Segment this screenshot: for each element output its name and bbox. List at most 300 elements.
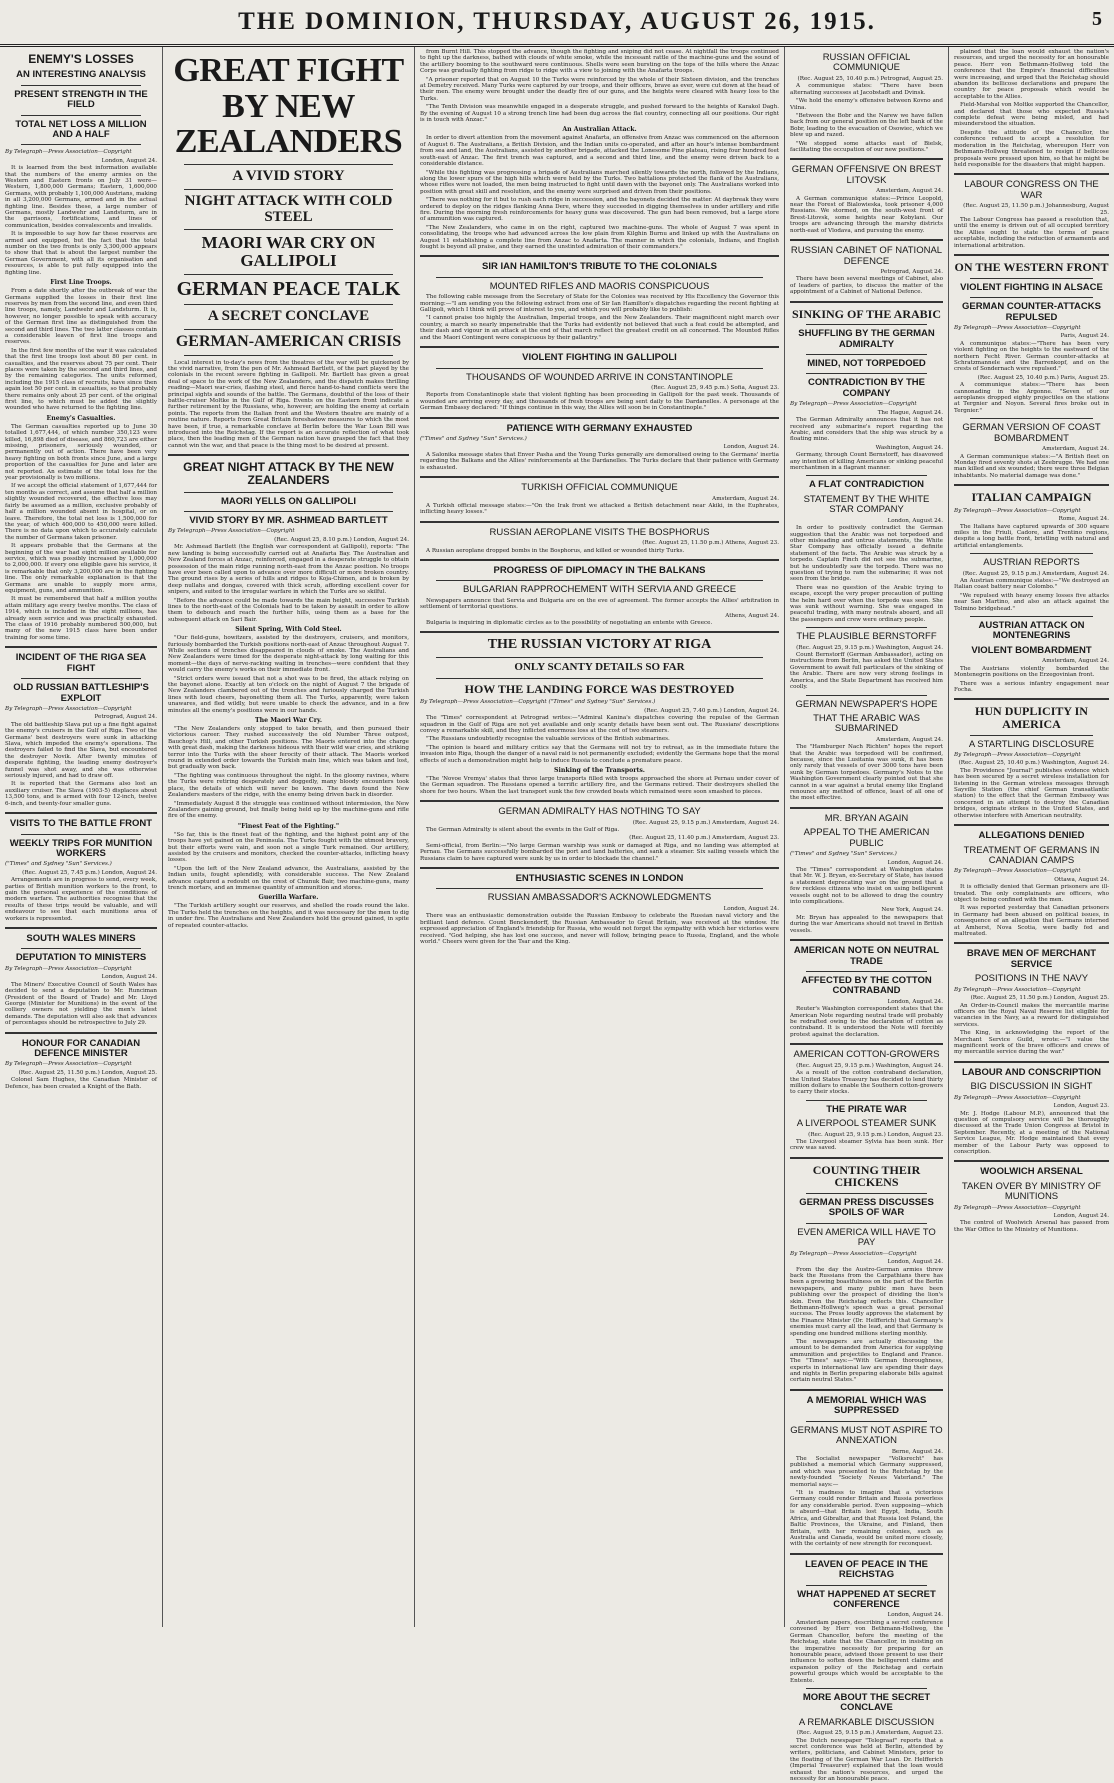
- rule: [790, 239, 943, 241]
- paragraph: Field-Marshal von Moltke supported the Chancellor, and declared that those who expected Russia's complete defeat were being misled, and had misunderstood the situation.: [954, 102, 1109, 128]
- byline: By Telegraph—Press Association—Copyright: [5, 705, 132, 712]
- paragraph: Mr. J. Hodge (Labour M.P.), announced that the question of compulsory service will be thoroughly discussed at the Trade Union Congress at Bristol in September. Recently, at a meeting of the National Service League, Mr. Hodge maintained that every member of the Labour Party was opposed to conscription.: [954, 1110, 1109, 1155]
- subheadline: AFFECTED BY THE COTTON CONTRABAND: [801, 974, 932, 997]
- byline: ("Times" and Sydney "Sun" Services.): [420, 436, 527, 443]
- subheadline: BIG DISCUSSION IN SIGHT: [970, 1081, 1093, 1093]
- paragraph: "The opinion is heard and military critics say that the Germans will not try to retreat, as in the immediate future the invasion into Riga, though the danger of a naval raid is not permanently excluded; evidently the Germans hope that the moral effects of such a demonstration might help to induce Russia to conclude a premature peace.: [420, 744, 779, 764]
- byline: By Telegraph—Press Association—Copyright: [954, 1094, 1081, 1101]
- dateline: Amsterdam, August 24.: [876, 188, 943, 195]
- dateline: London, August 24.: [1053, 1213, 1109, 1220]
- subheadline: MAORI YELLS ON GALLIPOLI: [221, 495, 356, 507]
- paragraph: It is officially denied that German prisoners are ill-treated. The only complainants are officers, who object to being confined with the men.: [954, 884, 1109, 903]
- newspaper-title: THE DOMINION, THURSDAY, AUGUST 26, 1915.: [238, 8, 876, 35]
- subheadline: A REMARKABLE DISCUSSION: [798, 1716, 935, 1728]
- subheadline: APPEAL TO THE AMERICAN PUBLIC: [803, 827, 930, 849]
- headline: THE PLAUSIBLE BERNSTORFF: [796, 631, 937, 643]
- subheadline: VIVID STORY BY MR. ASHMEAD BARTLETT: [189, 515, 388, 527]
- paragraph: The German casualties reported up to June 30 totalled 1,677,444, of which number 350,123 were killed, 16,898 died of disease, and 860,723 are either missing, prisoners, seriously wounded, or permanently out of action. There have been very heavy fighting on both fronts since June, and a large proportion of the casualties for June and later are not reported. An estimate of the total loss for the year provisionally is two millions.: [5, 423, 157, 482]
- rule: [184, 274, 393, 275]
- paragraph: There have been several meetings of Cabinet, also of leaders of parties, to discuss the matter of the appointment of a Cabinet of National Defence.: [790, 276, 943, 296]
- headline: HONOUR FOR CANADIAN DEFENCE MINISTER: [21, 1037, 141, 1059]
- paragraph: Mr. Bryan has appealed to the newspapers that during the war Americans should not travel in British vessels.: [790, 914, 943, 934]
- rule: [806, 324, 927, 325]
- paragraph: Reuter's Washington correspondent states that the American Note regarding neutral trade will probably be redrafted owing to the declaration of cotton as contraband. It is understood the Note will forcibly protest against the declaration.: [790, 1006, 943, 1038]
- rule: [436, 678, 763, 679]
- subheadline: VIOLENT FIGHTING IN ALSACE: [960, 281, 1103, 293]
- dateline: Amsterdam, August 24.: [876, 736, 943, 743]
- byline: By Telegraph—Press Association—Copyright: [168, 528, 295, 535]
- rule: [970, 297, 1093, 298]
- rule: [806, 971, 927, 972]
- subheadline: TREATMENT OF GERMANS IN CANADIAN CAMPS: [963, 844, 1100, 866]
- paragraph: It appears probable that the Germans at the beginning of the war had eight million available for service, which was possibly increased by 1,000,000 to 2,000,000. If every one eligible gave his service, it is remarkable that only 3,200,000 are in the fighting line. The only remarkable explanation is that the Germans are unable to supply more arms, equipment, guns, and ammunition.: [5, 543, 157, 594]
- paragraph: Semi-official, from Berlin:—"No large German warship was sunk or damaged at Riga, and no landing was attempted at Pernau. The Germans successfully bombarded the port and land batteries, and sank a steamer. Six sailing vessels which the Russians claim to have captured were sunk by us in order to blockade the channel.": [420, 842, 779, 862]
- rule: [790, 939, 943, 941]
- dateline: (Rec. August 25, 9.15 p.m.) London, August 23.: [808, 1131, 943, 1138]
- headline: LEAVEN OF PEACE IN THE REICHSTAG: [805, 1558, 928, 1581]
- subheadline: HOW THE LANDING FORCE WAS DESTROYED: [464, 681, 735, 696]
- section-subhead: An Australian Attack.: [562, 126, 637, 134]
- rule: [436, 368, 763, 369]
- paragraph: "I cannot praise too highly the Australian, Imperial troops, and the New Zealanders. Their magnificent night march over country, a march so nearly impenetrable that the Turks had evidently not believed that such a feat could be attempted, and their dash and vigour in an attack at the end of that march reflect the greatest credit on all concerned. The Mounted Rifles and the Maori Contingent were conspicuous by their gallantry.": [420, 315, 779, 341]
- rule: [21, 678, 141, 679]
- rule: [954, 698, 1109, 700]
- subheadline: GERMAN PEACE TALK: [176, 278, 401, 300]
- headline: LABOUR AND CONSCRIPTION: [962, 1066, 1101, 1078]
- rule: [184, 229, 393, 230]
- byline: ("Times" and Sydney "Sun" Services.): [5, 861, 112, 868]
- rule: [954, 484, 1109, 486]
- rule: [420, 346, 779, 348]
- section-subhead: Sinking of the Transports.: [554, 766, 645, 774]
- dateline: Ottawa, August 24.: [1054, 876, 1109, 883]
- paragraph: The Socialist newspaper "Volksrecht" has published a memorial which Germany suppressed, and which was presented to the Reichstag by the newly-founded "Society Neues Vaterland." The memorial says:—: [790, 1456, 943, 1488]
- rule: [436, 277, 763, 278]
- headline: A MEMORIAL WHICH WAS SUPPRESSED: [806, 1394, 927, 1417]
- rule: [970, 616, 1093, 617]
- dateline: (Rec. August 25, 10.40 p.m.) Petrograd, August 25.: [797, 75, 943, 82]
- rule: [184, 355, 393, 356]
- paragraph: "A prisoner reported that on August 10 the Turks were reinforced by the whole of their Sixteen division, and the trenches at Demetry received. Many Turks were captured by our troops, and their officers, brave as ever, were cut down at the head of their men. The enemy were brought under the deadly fire of our guns, and the heights were cleared with heavy loss to the Turks.: [420, 76, 779, 102]
- paragraph: "The Tenth Division was meanwhile engaged in a desperate struggle, and pushed forward to the heights of Karakol Dagh. By the evening of August 10 a strong trench line had been dug across the flat country, connecting all our positions. Our right is in touch with Anzac.": [420, 104, 779, 124]
- paragraph: If we accept the official statement of 1,677,444 for ten months as correct, and assume that half a million slightly wounded recovered, the effective loss may fairly be assumed as a million, exclusive probably of half a million wounded absent in hospital, or on leave. Therefore, the total net loss is 1,500,000 for the year, of which 400,000 to 450,000 were killed. There is no data upon which to accurately calculate the number of Germans taken prisoner.: [5, 483, 157, 541]
- paragraph: "While this fighting was progressing a brigade of Australians marched silently towards the north, followed by the Indians, along the lower spurs of the high hills which were held by the Turks. Two battalions protected the flank of the Australians, whose rifles were not loaded, the men being instructed to fight until dawn with the bayonet only. The Australians worked into position with great skill and resolution, and the enemy were surprised and driven from their positions.: [420, 169, 779, 195]
- rule: [21, 85, 141, 86]
- paragraph: "The Turkish artillery sought our reserves, and shelled the roads round the lake. The Turks held the trenches on the heights, and it was necessary for the men to dig in under fire. The Australians and New Zealanders hold the ground gained, in spite of repeated counter-attacks.: [168, 903, 409, 929]
- headline: SOUTH WALES MINERS: [26, 933, 136, 945]
- rule: [806, 627, 927, 628]
- headline: VIOLENT FIGHTING IN GALLIPOLI: [522, 352, 677, 364]
- dateline: London, August 24.: [887, 517, 943, 524]
- rule: [21, 834, 141, 835]
- rule: [954, 173, 1109, 175]
- columns: [0, 47, 1114, 1783]
- rule: [806, 1585, 927, 1586]
- headline: ENEMY'S LOSSES: [28, 52, 134, 66]
- column-4: [785, 47, 949, 1783]
- dateline: (Rec. August 25, 10.40 p.m.) Washington, August 24.: [958, 760, 1109, 767]
- rule: [790, 1157, 943, 1159]
- subheadline: A STARTLING DISCLOSURE: [968, 738, 1095, 750]
- subheadline: GERMAN COUNTER-ATTACKS REPULSED: [962, 301, 1101, 323]
- paragraph: Reports from Constantinople state that violent fighting has been proceeding in Gallipoli for the past week. Thousands of wounded are arriving every day, and thousands of fresh troops are being sent daily to the Dardanelles. A personage at the German Embassy declared: "If things continue in this way, the Allies will soon be in Constantinople.": [420, 392, 779, 412]
- rule: [790, 1389, 943, 1391]
- rule: [21, 948, 141, 949]
- intro-paragraph: Local interest in to-day's news from the theatres of the war will be quickened by the vivid narrative, from the pen of Mr. Ashmead Bartlett, of the part played by the colonials in the recent severe fighting in Gallipoli. Mr. Bartlett has given a great deal of space to the work of the New Zealanders, and the dispatch makes thrilling reading—Maori war-cries, flashing steel, and fierce hand-to-hand conflicts were the principal sights and sounds of the battle. The Germans, doubtful of the loss of their battle-cruiser Moltke in the Gulf of Riga. Events on the Eastern front indicate a further retirement by the Russians, who, however, are holding the enemy at certain points. The reports from the Italian front and the Western theatre are mainly of a routine nature. Reports from Great Britain foreshadow measures to which the most have been, if true, a remarkable conclave at Berlin before the War Loan Bill was introduced into the Reichstag. If the report is an accurate reflection of what took place, then the leading men of the German nation have grasped the fact that they cannot win the war, and that peace is the thing most to be desired at present.: [168, 359, 409, 449]
- headline: INCIDENT OF THE RIGA SEA FIGHT: [15, 652, 147, 674]
- rule: [436, 888, 763, 889]
- paragraph: Germany, through Count Bernstorff, has disavowed any intention of killing Americans or sinking peaceful merchantmen in a flagrant manner.: [790, 452, 943, 471]
- paragraph: The newspapers are actually discussing the amount to be demanded from America for supplying ammunition and projectiles to England and France. The "Times" says:—"With German thoroughness, experts in international law are spending their days and nights in Berlin preparing elaborate bills against certain neutral States.": [790, 1339, 943, 1384]
- subheadline: SHUFFLING BY THE GERMAN ADMIRALTY: [798, 328, 935, 350]
- paragraph: from Burnt Hill. This stopped the advance, though the fighting and sniping did not cease. At nightfall the troops continued to fight up the darkness, bathed with clouds of white smoke, while the incessant rattle of the machine-guns and the sound of the artillery booming to the southward were continuous. Shells were seen bursting on the tops of the hills where the Anzac Corps was gradually fighting from ridge to ridge with a view to joining with the Anafarta troops.: [420, 49, 779, 75]
- paragraph: The Italians have captured upwards of 300 square miles in the Friuli, Cadore, and Trentino regions, despite a long battle front, bristling with natural and artificial entanglements.: [954, 523, 1109, 549]
- headline: AUSTRIAN ATTACK ON MONTENEGRINS: [978, 620, 1085, 642]
- dateline: Petrograd, August 24.: [94, 714, 157, 721]
- paragraph: As a result of the cotton contraband declaration, the United States Treasury has decided to lend thirty million dollars to enable the Southern cotton-growers to carry their stocks.: [790, 1070, 943, 1096]
- headline: ALLEGATIONS DENIED: [978, 830, 1085, 842]
- section-subhead: Guerilla Warfare.: [258, 894, 319, 902]
- byline: By Telegraph—Press Association—Copyright: [954, 752, 1081, 758]
- paragraph: The Dutch newspaper "Telegraaf" reports that a secret conference was held at Berlin, attended by writers, politicians, and Cabinet Ministers, prior to the floating of the German War Loan. Dr. Helfferich (Imperial Treasurer) explained that the loan would exhaust the nation's resources, and urged the necessity for an honourable peace.: [790, 1737, 943, 1783]
- headline: GERMAN OFFENSIVE ON BREST LITOVSK: [791, 164, 942, 186]
- subheadline: POSITIONS IN THE NAVY: [974, 973, 1089, 985]
- headline: RUSSIAN AEROPLANE VISITS THE BOSPHORUS: [489, 526, 710, 538]
- paragraph: "It is madness to imagine that a victorious Germany could render Britain and Russia powerless for any considerable period. Even supposing—which is absurd—that Britain lost Egypt, India, South Africa, and Gibraltar, and that Russia lost Poland, the Baltic Provinces, the Ukraine, and Finland, then Britain, with her remaining colonies, such as Australia and Canada, would be united more closely, with the certainty of new strength for reconquest.: [790, 1490, 943, 1548]
- byline: By Telegraph—Press Association—Copyright: [954, 986, 1081, 993]
- column-1: [0, 47, 163, 1627]
- paragraph: The King, in acknowledging the report of the Merchant Service Guild, wrote:—"I value the magnificent work of the brave officers and crews of my mercantile service during the war.": [954, 1030, 1109, 1056]
- byline: By Telegraph—Press Association—Copyright: [954, 507, 1081, 514]
- paragraph: From a date shortly after the outbreak of war the Germans supplied the losses in their first line reserves by men from the second line, and even third line troops, namely, Landwehr and Landsturm. It is, however, no longer possible to speak with accuracy of the German first line as distinguished from the second and third lines. The two latter classes contain a considerable leaven of first line troops and reserves.: [5, 288, 157, 346]
- headline: BRAVE MEN OF MERCHANT SERVICE: [966, 948, 1097, 970]
- rule: [806, 354, 927, 355]
- headline: ENTHUSIASTIC SCENES IN LONDON: [515, 873, 684, 885]
- rule: [806, 695, 927, 696]
- paragraph: The Labour Congress has passed a resolution that, until the enemy is driven out of all occupied territory the Allies ought to state the terms of peace acceptable, including the reduction of armaments and international arbitration.: [954, 217, 1109, 249]
- paragraph: "Upon the left of the New Zealand advance, the Australians, assisted by the Indian units, fought splendidly, with considerable success. The New Zealand advance captured a redoubt on the crest of Chunuk Bair, two machine-guns, many trench mortars, and an immense quantity of ammunition and stores.: [168, 865, 409, 891]
- paragraph: Count Bernstorff (German Ambassador), acting on instructions from Berlin, has asked the United States Government to await full particulars of the sinking of the Arabic. There are now very strong feelings in America, and the State Department has received him coolly.: [790, 652, 943, 691]
- dateline: (Rec. August 25, 11.50 p.m.) London, August 25.: [970, 995, 1109, 1002]
- paragraph: "We repulsed with heavy enemy losses five attacks near San Martino, and also an attack against the Tolmino bridgehead.": [954, 592, 1109, 612]
- rule: [420, 867, 779, 869]
- dateline: London, August 24.: [723, 444, 779, 451]
- dateline: (Rec. August 25, 11.50 p.m.) Athens, August 23.: [642, 540, 779, 547]
- rule: [790, 807, 943, 809]
- rule: [184, 304, 393, 305]
- page-number: 5: [1092, 8, 1102, 30]
- rule: [436, 657, 763, 658]
- dateline: London, August 24.: [101, 974, 157, 981]
- dateline: London, August 24.: [887, 1612, 943, 1619]
- rule: [790, 1043, 943, 1045]
- dateline: Athens, August 24.: [725, 612, 779, 619]
- rule: [954, 824, 1109, 826]
- rule: [806, 1193, 927, 1194]
- paragraph: In order to divert attention from the movement against Anafarta, an offensive from Anzac was commenced on the afternoon of August 6. The Australians, a British Division, and the Indian units co-operated, and after an hour's intense bombardment from sea and land, the Australians, assisted by another brigade, attacked the Lonesome Pine plateau, rising four hundred feet south-east of Anzac. The first trench was captured, and a second and third line, and the enemy were driven back to a considerable distance.: [420, 135, 779, 168]
- subheadline: PRESENT STRENGTH IN THE FIELD: [14, 88, 148, 111]
- subheadline: WHAT HAPPENED AT SECRET CONFERENCE: [797, 1588, 936, 1611]
- paragraph: It must be remembered that half a million youths attain military age every twelve months. The class of 1914, which is included in the eight millions, has already seen service and was practically exhausted. The class of 1916 probably numbered 500,000, but many of the new 1915 class have been under training for some time.: [5, 596, 157, 641]
- rule: [806, 373, 927, 374]
- byline: By Telegraph—Press Association—Copyright: [954, 1204, 1081, 1211]
- paragraph: The control of Woolwich Arsenal has passed from the War Office to the Ministry of Munitions.: [954, 1220, 1109, 1233]
- paragraph: In order to positively contradict the German suggestion that the Arabic was not torpedoed and other misleading and untrue statements, the White Star Company has officially issued a definite statement of the facts. The Arabic was struck by a torpedo. Captain Finch did not see the submarine, but he undoubtedly saw the torpedo. There was no question of trying to ram the submarine; it was not seen from the bridge.: [790, 525, 943, 583]
- rule: [420, 417, 779, 419]
- paragraph: It is reported that the Germans also lost an auxiliary cruiser. The Slava (1903-5) displaces about 13,500 tons, and is armed with four 12-inch, twelve 6-inch, and twenty-four smaller guns.: [5, 781, 157, 807]
- paragraph: Arrangements are in progress to send, every week, parties of British munition workers to the front, to gain the personal experience of the conditions of modern warfare. The authorities recognise that the results of these trips would be valuable, and will endeavour to see that each munitions area of workers is represented.: [5, 877, 157, 922]
- paragraph: Amsterdam papers, describing a secret conference convened by Herr von Bethmann-Hollweg, the German Chancellor, before the meeting of the Reichstag, state that the Chancellor, in insisting on the imperative necessity for preparing for an honourable peace, advised those present to use their influence to soften down the belligerent claims and expansion policy of the Reichstag and certain powerful groups which would be acceptable to the Entente.: [790, 1619, 943, 1684]
- paragraph: An Order-in-Council makes the mercantile marine officers on the Royal Naval Reserve list eligible for vacancies in the Navy, as a reward for distinguished services.: [954, 1002, 1109, 1028]
- main-headline: GREAT FIGHT BY NEW ZEALANDERS: [173, 52, 404, 161]
- column-5: [949, 47, 1114, 1627]
- subheadline: BULGARIAN RAPPROCHEMENT WITH SERVIA AND GREECE: [462, 584, 737, 596]
- paragraph: The Miners' Executive Council of South Wales has decided to send a deputation to Mr. Runciman (President of the Board of Trade) and Mr. Lloyd George (Minister for Munitions) in the event of the colliery owners not yielding the men's latest demands. The deputation will also ask that advances of percentages should be retrospective to July 29.: [5, 981, 157, 1027]
- paragraph: A Salonika message states that Enver Pasha and the Young Turks generally are demoralised owing to the Germans' inertia regarding the Balkans and the Allies' reinforcements at the Dardanelles. The Turks declare that their patience with Germany is exhausted.: [420, 451, 779, 471]
- rule: [790, 1553, 943, 1555]
- dateline: Paris, August 24.: [1060, 333, 1109, 340]
- rule: [420, 476, 779, 478]
- subheadline: NIGHT ATTACK WITH COLD STEEL: [184, 192, 393, 225]
- rule: [420, 800, 779, 802]
- dateline: London, August 23.: [1053, 1103, 1109, 1110]
- headline: ITALIAN CAMPAIGN: [971, 490, 1092, 505]
- paragraph: It is learned from the best information available that the numbers of the enemy armies on the Western and Eastern fronts on July 31 were—Western, 1,800,000 Germans; Eastern, 1,600,000 Germans, with probably 1,100,000 Austrians, making in all 3,200,000 Germans, armed and in the actual fighting line. Besides these, a large number of Germans, mostly Landwehr and Landsturm, are in the garrisons, fortifications, and lines of communication, besides convalescents and invalids.: [5, 165, 158, 229]
- rule: [806, 1223, 927, 1224]
- byline: By Telegraph—Press Association—Copyright: [790, 401, 917, 408]
- paragraph: "There was nothing for it but to rush each ridge in succession, and the bayonets decided the matter. At daybreak they were ordered to deploy on the ridges flanking Anna Dere, where they succeeded in digging themselves in under artillery and rifle fire. During the morning fresh reinforcements for heavy guns was discovered. The gun had been removed, but a large store of ammunition was captured.: [420, 197, 779, 223]
- subheadline: AN INTERESTING ANALYSIS: [16, 69, 146, 81]
- rule: [420, 559, 779, 561]
- subheadline: GERMAN-AMERICAN CRISIS: [175, 332, 402, 350]
- byline: By Telegraph—Press Association—Copyright: [5, 1061, 132, 1068]
- paragraph: "The Russians undoubtedly recognise the valuable services of the British submarines.: [426, 736, 670, 743]
- paragraph: From the day the Austro-German armies threw back the Russians from the Carpathians there has been a growing boastfulness on the part of the Berlin newspapers, and many public men have been publishing over the prospect of dividing the lion's skin. Even the Reichstag reflects this. Chancellor Bethmann-Hollweg's speech was a great personal success. The Press loudly approves the statement by the Finance Minister (Dr. Helfferich) that Germany's enemies must carry all the lead, and that Germany is spending one hundred millions sterling monthly.: [790, 1266, 943, 1337]
- subheadline: A LIVERPOOL STEAMER SUNK: [796, 1118, 937, 1130]
- paragraph: A communique states:—"There has been very violent fighting on the heights to the eastward of the northern Fecht River. German counter-attacks at Schratzmannele and the Barrenkopf, and on the crests of Sondernach were repulsed.": [954, 340, 1109, 373]
- subheadline: A VIVID STORY: [232, 168, 345, 185]
- dateline: Amsterdam, August 24.: [1042, 658, 1109, 665]
- byline: By Telegraph—Press Association—Copyright: [954, 868, 1081, 875]
- paragraph: There was no question of the Arabic trying to escape, except the very proper precaution of putting the helm hard over when the torpedo was seen. She was sunk without warning. She was engaged in peaceful trading, with many neutrals aboard, and all the passengers and crew were ordinary people.: [790, 584, 943, 623]
- headline: COUNTING THEIR CHICKENS: [812, 1162, 921, 1190]
- rule: [5, 646, 157, 648]
- headline: LABOUR CONGRESS ON THE WAR: [964, 179, 1099, 201]
- dateline: London, August 24.: [887, 859, 943, 866]
- paragraph: The "Times" correspondent at Washington states that Mr. W. J. Bryan, ex-Secretary of State, has issued a statement deprecating war on the ground that a few reckless citizens who insist on using belligerent vessels ought not to be allowed to drag the country into complications.: [790, 867, 943, 906]
- subheadline: EVEN AMERICA WILL HAVE TO PAY: [797, 1226, 936, 1249]
- column-3: [415, 47, 785, 1627]
- dateline: (Rec. August 25, 8.10 p.m.) London, August 24.: [274, 536, 409, 543]
- headline: AMERICAN NOTE ON NEUTRAL TRADE: [793, 945, 940, 967]
- subheadline: TAKEN OVER BY MINISTRY OF MUNITIONS: [961, 1180, 1102, 1203]
- rule: [184, 492, 393, 493]
- subheadline: THAT THE ARABIC WAS SUBMARINED: [813, 712, 920, 735]
- rule: [184, 329, 393, 330]
- paragraph: It is impossible to say how far these reserves are armed and equipped, but the fact that the total number on the two fronts is only 3,300,000 appears to show that that is about the largest number the German Government, with all its organisation and resources, is able to put fully equipped into the fighting line.: [5, 231, 157, 276]
- section-subhead: "Finest Feat of the Fighting.": [237, 822, 340, 830]
- subheadline: STATEMENT BY THE WHITE STAR COMPANY: [803, 493, 930, 516]
- rule: [184, 511, 393, 512]
- dateline: New York, August 24.: [881, 907, 943, 914]
- headline: AMERICAN COTTON-GROWERS: [793, 1049, 940, 1061]
- subheadline: RUSSIAN AMBASSADOR'S ACKNOWLEDGMENTS: [487, 892, 712, 904]
- headline: RUSSIAN CABINET OF NATIONAL DEFENCE: [790, 245, 943, 267]
- paragraph: "Between the Bobr and the Narew we have fallen back from our general position on the left bank of the Bobr, leading to the evacuation of Osowiec, which we blew up and razed.: [790, 112, 943, 139]
- dateline: Petrograd, August 24.: [880, 268, 943, 275]
- headline: MR. BRYAN AGAIN: [824, 812, 909, 824]
- subheadline: GERMAN PRESS DISCUSSES SPOILS OF WAR: [799, 1197, 934, 1219]
- paragraph: A Russian aeroplane dropped bombs in the Bosphorus, and killed or wounded thirty Turks.: [426, 547, 685, 554]
- headline: RUSSIAN OFFICIAL COMMUNIQUE: [822, 52, 911, 74]
- subheadline: MOUNTED RIFLES AND MAORIS CONSPICUOUS: [489, 280, 710, 292]
- byline: By Telegraph—Press Association—Copyright ("Times" and Sydney "Sun" Services.): [420, 699, 656, 706]
- paragraph: Bulgaria is inquiring in diplomatic circles as to the possibility of negotiating an entente with Greece.: [426, 620, 713, 627]
- rule: [420, 521, 779, 523]
- section-subhead: Enemy's Casualties.: [46, 414, 116, 422]
- paragraph: It was reported yesterday that Canadian prisoners in Germany had been abused on political issues, in consequence of an allegation that Germans interned at Amherst, Nova Scotia, were badly fed and maltreated.: [954, 905, 1109, 938]
- rule: [954, 1160, 1109, 1162]
- masthead: [0, 0, 1114, 47]
- paragraph: A Turkish official message states:—"On the Irak front we attacked a British detachment near Akiki, in the Euphrates, inflicting heavy losses.": [420, 502, 779, 516]
- headline: PATIENCE WITH GERMANY EXHAUSTED: [506, 422, 693, 434]
- dateline: London, August 24.: [887, 998, 943, 1005]
- dateline: London, August 24.: [723, 905, 779, 912]
- rule: [184, 164, 393, 165]
- paragraph: Despite the attitude of the Chancellor, the conference refused to accept a resolution for moderation in the Reichstag, whereupon Herr von Bethmann-Hollweg threatened to resign if bellicose proposals were pressed upon him, so that he might be held responsible for the disasters that might happen.: [954, 129, 1109, 168]
- rule: [806, 1421, 927, 1422]
- dateline: Amsterdam, August 24.: [712, 495, 779, 502]
- paragraph: The "Times" correspondent at Petrograd writes:—"Admiral Kanina's dispatches covering the repulse of the German squadron in the Gulf of Riga are not yet available and only scanty details have been sent out. The Russians' descriptions convey a remarkable skill, and they inflicted enormous loss at the cost of two steamers.: [420, 715, 779, 734]
- headline: HUN DUPLICITY IN AMERICA: [975, 704, 1088, 731]
- headline: VISITS TO THE BATTLE FRONT: [9, 818, 153, 830]
- subheadline: MINED, NOT TORPEDOED: [807, 358, 926, 370]
- paragraph: "We stopped some attacks east of Bielsk, facilitating the occupation of our new positions.": [790, 140, 943, 153]
- paragraph: "Our field-guns, howitzers, assisted by the destroyers, cruisers, and monitors, furiously bombarded the Turkish positions north-east of Anzac throughout August 7. While sections of trenches disappeared in clouds of smoke. The Australians and New Zealanders were timed for the desperate night-attack by long waiting for this moment—the days of nerve-racking waiting in trenches—were confident that they would carry the enemy's works on their immediate front.: [168, 635, 409, 674]
- headline: ON THE WESTERN FRONT: [954, 260, 1109, 275]
- rule: [954, 254, 1109, 256]
- rule: [5, 927, 157, 929]
- section-subhead: The Maori War Cry.: [255, 717, 322, 725]
- rule: [970, 735, 1093, 736]
- rule: [970, 278, 1093, 279]
- dateline: (Rec. August 25, 10.40 p.m.) Paris, August 25.: [977, 374, 1109, 381]
- rule: [184, 189, 393, 190]
- rule: [5, 812, 157, 814]
- headline: MORE ABOUT THE SECRET CONCLAVE: [802, 1691, 931, 1714]
- paragraph: The old battleship Slava put up a fine fight against the enemy's cruisers in the Gulf of Riga. Two of the Germans' best destroyers were sunk in attacking Slava, which impeded the enemy's operations. The destroyers failed to find the Slava, but encountered the destroyer Novik. After twenty minutes of desperate fighting, the leading enemy destroyer's funnel was shot away, and she was otherwise seriously injured, and had to draw off.: [5, 721, 157, 780]
- subheadline: DEPUTATION TO MINISTERS: [15, 952, 147, 964]
- paragraph: The "Hamburger Nach Richten" hopes the report that the Arabic was torpedoed will be confirmed, because, since the Lusitania was sunk, it has been only rarely that vessels of over 3000 tons have been sunk by German torpedoes. Germany's Notes to the Washington Government clearly pointed out that she cannot in a war against a brutal enemy like England renounce any method of offence, least of all one of the most effective.: [790, 744, 943, 802]
- dateline: (Rec. August 25, 7.40 p.m.) London, August 24.: [644, 707, 779, 714]
- paragraph: "So far, this is the finest feat of the fighting, and the highest point any of the troops have yet gained on the Peninsula. The Turks fought with the utmost bravery, but their efforts were vain, and soon not a single Turk remained. Our artillery, assisted by the cruisers and monitors, checked the counter-attacks, inflicting heavy losses.: [168, 831, 409, 864]
- dateline: The Hague, August 24.: [877, 409, 943, 416]
- headline: GERMAN NEWSPAPER'S HOPE: [795, 698, 938, 710]
- rule: [806, 1100, 927, 1101]
- dateline: (Rec. August 25, 11.50 p.m.) Johannesburg, August 25.: [963, 203, 1109, 216]
- section-subhead: Silent Spring, With Cold Steel.: [235, 626, 342, 634]
- subheadline: VIOLENT BOMBARDMENT: [971, 644, 1092, 656]
- subheadline: GERMANS MUST NOT ASPIRE TO ANNEXATION: [790, 1424, 943, 1447]
- subheadline: TOTAL NET LOSS A MILLION AND A HALF: [15, 118, 147, 140]
- column-2: [163, 47, 415, 1627]
- headline: PROGRESS OF DIPLOMACY IN THE BALKANS: [493, 564, 706, 576]
- subheadline: WEEKLY TRIPS FOR MUNITION WORKERS: [9, 837, 153, 859]
- headline: TURKISH OFFICIAL COMMUNIQUE: [521, 482, 678, 494]
- subheadline: A SECRET CONCLAVE: [207, 308, 370, 324]
- paragraph: The Liverpool steamer Sylvia has been sunk. Her crew was saved.: [790, 1139, 943, 1152]
- dateline: (Rec. August 25, 11.40 p.m.) Amsterdam, August 23.: [629, 835, 779, 842]
- headline: GERMAN VERSION OF COAST BOMBARDMENT: [962, 422, 1101, 444]
- paragraph: Newspapers announce that Servia and Bulgaria are on the eve of agreement. The former accepts the Allies' arbitration in settlement of territorial questions.: [420, 597, 779, 611]
- paragraph: The Providence "Journal" publishes evidence which has been secured by a secret wireless installation for listening in the German wireless messages through Sayville Station (the chief German transatlantic station) to the effect that the German Embassy was concerned in an attempt to destroy the Canadian bridges, originate strikes in the United States, and otherwise interfere with American neutrality.: [954, 767, 1109, 819]
- byline: By Telegraph—Press Association—Copyright: [5, 149, 132, 156]
- rule: [970, 418, 1093, 419]
- byline: By Telegraph—Press Association—Copyright: [790, 1250, 917, 1257]
- rule: [970, 553, 1093, 554]
- byline: ("Times" and Sydney "Sun" Services.): [790, 851, 897, 858]
- paragraph: There was an enthusiastic demonstration outside the Russian Embassy to celebrate the Russian naval victory and the brilliant land defence. Count Benckendorff, the Russian Ambassador to Great Britain, was received at the window. He expressed appreciation of England's friendship for Russia, who would not forget the sympathy with which her victories were received. "God helping, she has lost one success, and never will follow, bringing peace to Russia, England, and the whole world." Cheers were given for the Tsar and the King.: [420, 913, 779, 945]
- paragraph: The German Admiralty is silent about the events in the Gulf of Riga.: [426, 827, 620, 834]
- dateline: (Rec. August 25, 7.45 p.m.) London, August 24.: [22, 869, 157, 876]
- headline: AUSTRIAN REPORTS: [983, 557, 1080, 569]
- dateline: (Rec. August 25, 11.50 p.m.) London, August 25.: [18, 1069, 157, 1076]
- headline: THE RUSSIAN VICTORY AT RIGA: [487, 637, 712, 653]
- headline: SINKING OF THE ARABIC: [791, 306, 942, 321]
- paragraph: The German Admiralty announces that it has not received any submarine's report regarding the Arabic, and considers that the ship was struck by a floating mine.: [790, 417, 943, 443]
- dateline: London, August 24.: [101, 157, 157, 164]
- rule: [954, 1061, 1109, 1063]
- paragraph: "Immediately August 8 the struggle was continued without intermission, the New Zealanders gaining ground, but finally being held up by the machine-guns and rifle fire of the enemy.: [168, 800, 409, 820]
- rule: [420, 631, 779, 633]
- paragraph: plained that the loan would exhaust the nation's resources, and urged the necessity for an honourable peace. Herr von Bethmann-Hollweg told the conference that the Empire's financial difficulties were increasing, and urged that the Reichstag should abandon its bellicose declarations and prepare the country for peace proposals which would be acceptable to the Allies.: [954, 49, 1109, 100]
- dateline: (Rec. August 25, 9.15 p.m.) Amsterdam, August 23.: [796, 1730, 943, 1737]
- rule: [420, 255, 779, 257]
- headline: GERMAN ADMIRALTY HAS NOTHING TO SAY: [498, 806, 701, 818]
- byline: By Telegraph—Press Association—Copyright: [5, 965, 132, 972]
- dateline: Amsterdam, August 24.: [1042, 446, 1109, 453]
- subheadline: CONTRADICTION BY THE COMPANY: [808, 377, 925, 399]
- paragraph: Mr. Ashmead Bartlett (the English war correspondent at Gallipoli), reports: "The new landing is being successfully carried out at Anafarta Bay. The Australian and New Zealand forces at Anzac, reinforced, engaged in a desperate struggle to obtain possession of the main ridge running north-east from the Anzac position. No troops have ever been called upon to advance over more difficult or more broken country. The ground rises by a series of hills and ridges to Koja-Chimen, and is broken by deep nullahs and dongas, covered with thick scrub, affording excellent cover for snipers, and suited to the irregular warfare in which the Turks are so skilful.: [168, 544, 409, 596]
- rule: [790, 301, 943, 303]
- rule: [21, 144, 141, 145]
- rule: [954, 942, 1109, 944]
- dateline: (Rec. August 25, 9.15 p.m.) Washington, August 24.: [796, 1062, 943, 1069]
- rule: [436, 580, 763, 581]
- dateline: London, August 24.: [887, 1259, 943, 1266]
- subheadline: OLD RUSSIAN BATTLESHIP'S EXPLOIT: [13, 682, 149, 704]
- subheadline: THOUSANDS OF WOUNDED ARRIVE IN CONSTANTINOPLE: [466, 371, 733, 383]
- paragraph: "The New Zealanders, who came in on the right, captured two machine-guns. The whole of August 7 was spent in consolidating, the troops who had advanced across the low plain from Kilghin Burnu and linked up with the Australians on August 11 establishing a complete line from Anzac to Anafarta. The manner in which the colonials, Indians, and English fought is beyond all praise, and they earned the unstinted admiration of their commanders.": [420, 224, 779, 250]
- paragraph: "We hold the enemy's offensive between Kovno and Vilna.: [790, 98, 943, 111]
- paragraph: "The 'Novoe Vremya' states that three large transports filled with troops approached the shore at Pernau under cover of the German squadron. The Russians opened a terrific artillery fire, and the Germans retired. Their destroyers shelled the shore for two hours. When the last transport sunk the few crowded boats which remained were soon smashed to pieces.: [420, 775, 779, 795]
- rule: [806, 475, 927, 476]
- byline: By Telegraph—Press Association—Copyright: [954, 324, 1081, 331]
- headline: THE PIRATE WAR: [826, 1103, 907, 1115]
- headline: A FLAT CONTRADICTION: [808, 479, 925, 491]
- paragraph: A German communique states:—"A British fleet on Monday fired seventy shots at Zeebrugge. We had one man killed and six wounded; there were three Belgian inhabitants. No material damage was done.": [954, 453, 1109, 479]
- paragraph: "The New Zealanders only stopped to take breath, and then pursued their victorious career. They rushed successively the old Number Three outpost, Bauchop's Hill, and other Turkish positions. The Maoris entered into the charge with great dash, making the darkness hideous with their wild war cries, and striking terror into the Turks with the sheer ferocity of their attack. The Maoris worked round in extended order towards the Turkish main line, which was taken and lost, but gradually won back.: [168, 726, 409, 771]
- headline: SIR IAN HAMILTON'S TRIBUTE TO THE COLONIALS: [481, 261, 717, 273]
- dateline: (Rec. August 25, 9.15 p.m.) Amsterdam, August 24.: [632, 819, 779, 826]
- paragraph: The following cable message from the Secretary of State for the Colonies was received by His Excellency the Governor this morning:—"I am sending you the following extract from one of Sir Ian Hamilton's dispatches regarding the recent fighting at Gallipoli, which I think will prove of interest to you, and which you will probably like to publish:: [420, 294, 779, 314]
- rule: [806, 1688, 927, 1689]
- rule: [168, 454, 409, 456]
- dateline: (Rec. August 25, 9.45 p.m.) Sofia, August 23.: [651, 384, 779, 391]
- paragraph: "Strict orders were issued that not a shot was to be fired, the attack relying on the bayonet alone. Exactly at ten o'clock on the night of August 7 the brigade of New Zealanders clambered out of the trenches and furiously charged the Turkish lines with loud cheers, bayonetting them all. The Turks, apparently, were taken unawares, and fled wildly, but were unable to check the advance, and in a few minutes all the enemy's positions were in our hands.: [168, 675, 409, 714]
- paragraph: "The fighting was continuous throughout the night. In the gloomy ravines, where the Turks were retiring desperately and doggedly, many bloody encounters took place, the details of which will never be known. The dawn found the New Zealanders masters of the ridge, with the enemy being driven back in disorder.: [168, 772, 409, 799]
- dateline: Berne, August 24.: [891, 1448, 943, 1455]
